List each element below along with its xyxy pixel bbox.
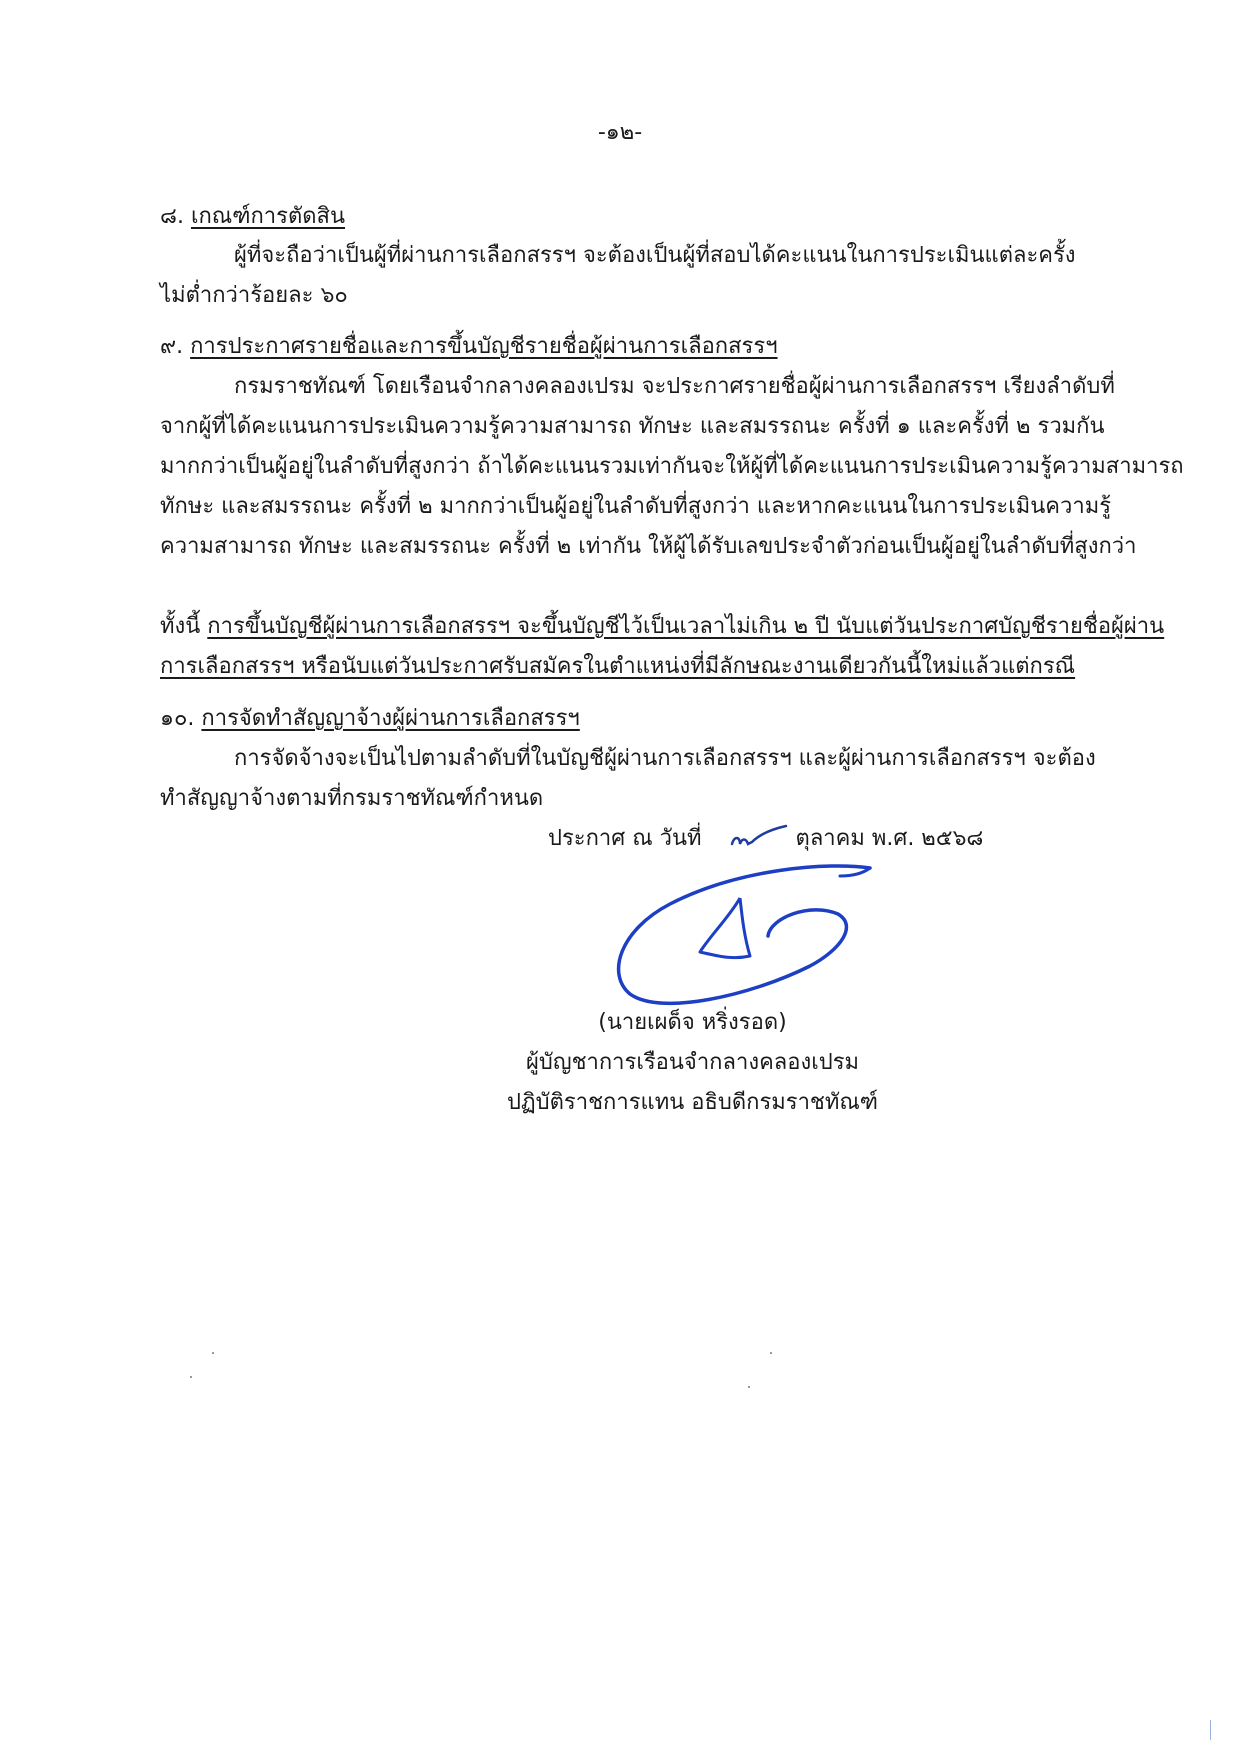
section-9-line-7-underlined: การขึ้นบัญชีผู้ผ่านการเลือกสรรฯ จะขึ้นบัญชีไว้เป็นเวลาไม่เกิน ๒ ปี นับแต่วันประกาศบัญชีรายชื่อผู้ผ่าน xyxy=(207,614,1165,639)
section-9-number: ๙. xyxy=(160,334,184,359)
section-9-line-8: การเลือกสรรฯ หรือนับแต่วันประกาศรับสมัครในตำแหน่งที่มีลักษณะงานเดียวกันนี้ใหม่แล้วแต่กรณี xyxy=(160,654,1076,679)
section-9-line-5: ความสามารถ ทักษะ และสมรรถนะ ครั้งที่ ๒ เท่ากัน ให้ผู้ได้รับเลขประจำตัวก่อนเป็นผู้อยู่ในลำดับที่สูงกว่า xyxy=(160,534,1137,559)
section-8-heading xyxy=(160,202,345,232)
section-9-line-2: จากผู้ที่ได้คะแนนการประเมินความรู้ความสามารถ ทักษะ และสมรรถนะ ครั้งที่ ๑ และครั้งที่ ๒ รวมกัน xyxy=(160,414,1105,439)
scan-speck xyxy=(212,1352,214,1354)
signature xyxy=(600,856,900,1016)
scan-speck xyxy=(770,1352,772,1354)
section-9-line-1: กรมราชทัณฑ์ โดยเรือนจำกลางคลองเปรม จะประกาศรายชื่อผู้ผ่านการเลือกสรรฯ เรียงลำดับที่ xyxy=(234,374,1115,399)
section-8-number: ๘. xyxy=(160,204,184,229)
section-10-number: ๑๐. xyxy=(160,706,195,731)
section-9-line-3: มากกว่าเป็นผู้อยู่ในลำดับที่สูงกว่า ถ้าได้คะแนนรวมเท่ากันจะให้ผู้ที่ได้คะแนนการประเมินความรู้ความสามารถ xyxy=(160,454,1184,479)
announcement-month-year: ตุลาคม พ.ศ. ๒๕๖๘ xyxy=(795,826,984,851)
section-9-heading xyxy=(160,332,778,362)
section-9-title: การประกาศรายชื่อและการขึ้นบัญชีรายชื่อผู้ผ่านการเลือกสรรฯ xyxy=(190,334,778,359)
section-10-heading xyxy=(160,704,580,734)
scan-speck xyxy=(1210,1720,1211,1740)
section-9-line-7-lead: ทั้งนี้ xyxy=(160,614,201,639)
signatory-acting-for: ปฏิบัติราชการแทน อธิบดีกรมราชทัณฑ์ xyxy=(506,1090,879,1115)
section-8-line-2: ไม่ต่ำกว่าร้อยละ ๖๐ xyxy=(160,283,348,308)
announcement-prefix: ประกาศ ณ วันที่ xyxy=(548,826,702,851)
section-8-title: เกณฑ์การตัดสิน xyxy=(190,204,346,229)
signatory-name: (นายเผด็จ หริ่งรอด) xyxy=(598,1010,787,1035)
section-8-line-1: ผู้ที่จะถือว่าเป็นผู้ที่ผ่านการเลือกสรรฯ จะต้องเป็นผู้ที่สอบได้คะแนนในการประเมินแต่ละครั้ง xyxy=(234,243,1076,268)
section-10-line-1: การจัดจ้างจะเป็นไปตามลำดับที่ในบัญชีผู้ผ่านการเลือกสรรฯ และผู้ผ่านการเลือกสรรฯ จะต้อง xyxy=(234,746,1096,771)
section-9-line-4: ทักษะ และสมรรถนะ ครั้งที่ ๒ มากกว่าเป็นผู้อยู่ในลำดับที่สูงกว่า และหากคะแนนในการประเมินความรู้ xyxy=(160,494,1112,519)
handwritten-day xyxy=(728,822,792,858)
scan-speck xyxy=(190,1376,192,1378)
signatory-position: ผู้บัญชาการเรือนจำกลางคลองเปรม xyxy=(525,1050,860,1075)
page-number: -๑๒- xyxy=(597,120,643,145)
scan-speck xyxy=(748,1386,750,1388)
section-10-title: การจัดทำสัญญาจ้างผู้ผ่านการเลือกสรรฯ xyxy=(201,706,580,731)
section-10-line-2: ทำสัญญาจ้างตามที่กรมราชทัณฑ์กำหนด xyxy=(160,786,544,811)
section-9-line-7 xyxy=(160,612,1164,642)
